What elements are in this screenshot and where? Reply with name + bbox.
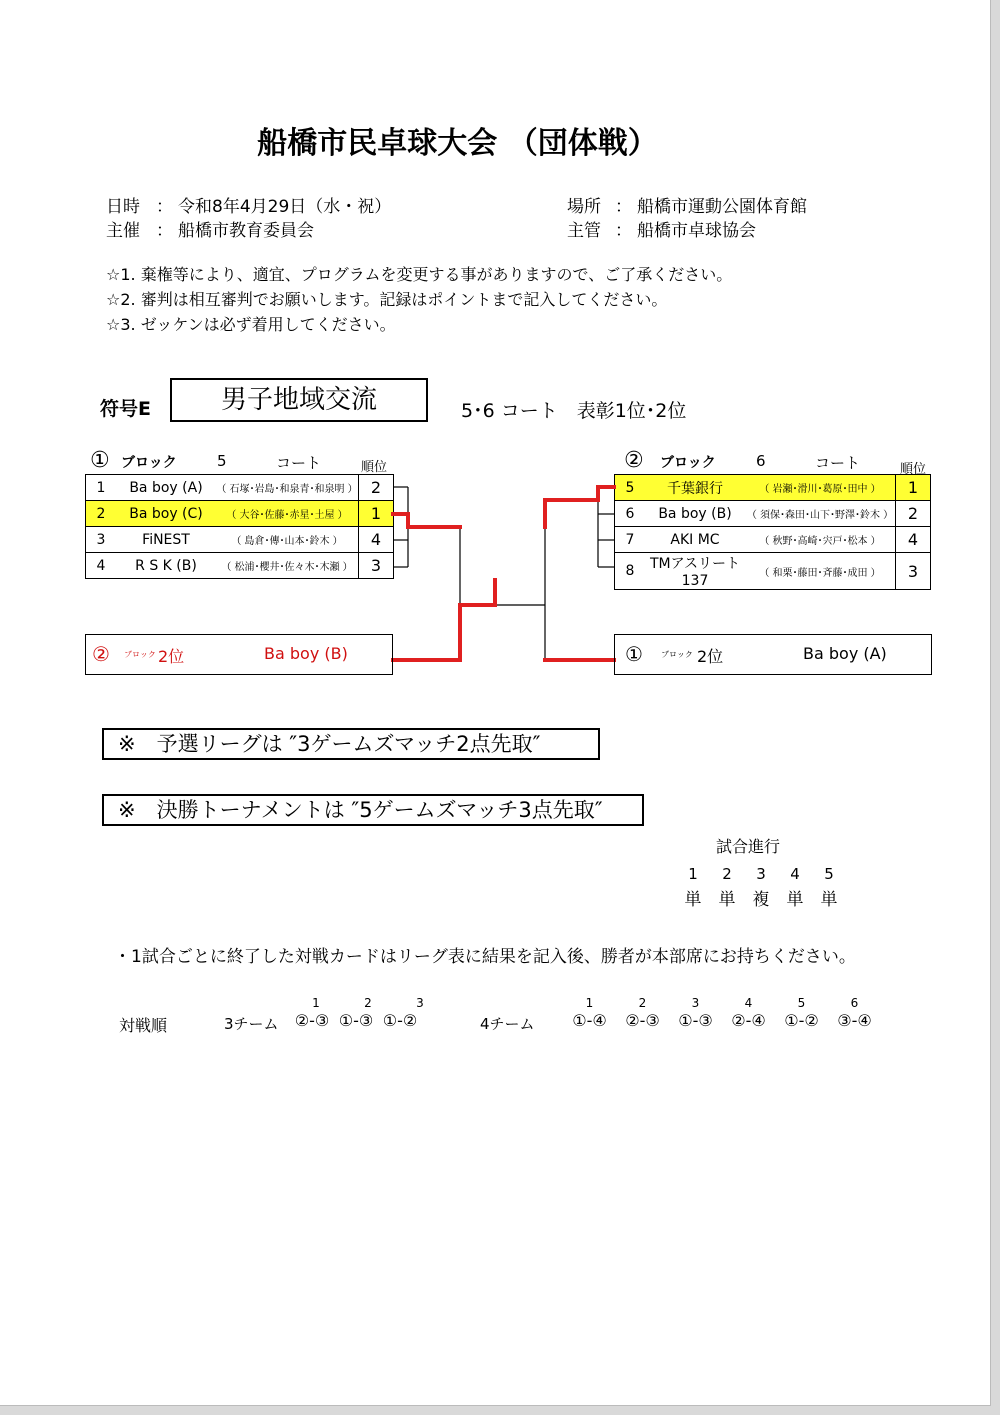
pairing-number: 1 <box>585 996 594 1010</box>
team-number: 6 <box>615 501 646 527</box>
match-type: 単 <box>718 890 736 910</box>
pairing-number: 2 <box>364 996 372 1010</box>
team-members: （ 須保･森田･山下･野澤･鈴木 ） <box>745 501 896 527</box>
team-rank: 4 <box>896 527 931 553</box>
final-right-block-number: ① <box>625 642 643 666</box>
pairing-number: 4 <box>744 996 753 1010</box>
match-number: 5 <box>824 865 834 883</box>
final-left-block-label: ブロック <box>124 650 156 659</box>
team-rank: 4 <box>359 527 394 553</box>
bracket-lines <box>0 0 990 700</box>
final-right-box <box>614 634 932 675</box>
team-rank: 2 <box>359 475 394 501</box>
host-value: 船橋市教育委員会 <box>178 221 314 241</box>
block-1-number: ① <box>90 448 110 473</box>
date-label: 日時 <box>106 197 140 217</box>
event-name: 男子地域交流 <box>170 378 428 422</box>
pairing-three-pairs <box>290 1011 422 1030</box>
team-name: R S K (B) <box>116 553 216 579</box>
match-type: 単 <box>684 890 702 910</box>
match-number: 2 <box>722 865 732 883</box>
final-left-place: 2位 <box>158 647 185 666</box>
block-1-label: ブロック <box>121 455 177 471</box>
team-name: FiNEST <box>116 527 216 553</box>
block-1-court: 5 <box>217 452 227 470</box>
team-number: 3 <box>86 527 117 553</box>
rule-league: ※ 予選リーグは ″3ゲームズマッチ2点先取″ <box>102 728 600 760</box>
pairing-pair: ③-④ <box>837 1011 872 1030</box>
pairing-number: 6 <box>850 996 859 1010</box>
pairing-pair: ②-④ <box>731 1011 766 1030</box>
colon: ： <box>156 221 173 241</box>
block-1-rank-label: 順位 <box>361 460 388 475</box>
pairing-three-label: 3チーム <box>224 1015 279 1033</box>
pairing-pair: ①-② <box>784 1011 819 1030</box>
card-note: ・1試合ごとに終了した対戦カードはリーグ表に結果を記入後、勝者が本部席にお持ちください。 <box>114 947 856 967</box>
date-value: 令和8年4月29日（水・祝） <box>178 197 392 217</box>
pairing-number: 3 <box>691 996 700 1010</box>
pairing-pair: ②-③ <box>294 1011 330 1030</box>
event-courts: 5･6 コート 表彰1位･2位 <box>461 400 687 422</box>
team-number: 8 <box>615 553 646 590</box>
pairing-number: 2 <box>638 996 647 1010</box>
team-members: （ 和栗･藤田･斉藤･成田 ） <box>745 553 896 590</box>
note-2: ☆2. 審判は相互審判でお願いします。記録はポイントまで記入してください。 <box>106 290 668 309</box>
team-rank: 2 <box>896 501 931 527</box>
match-number: 3 <box>756 865 766 883</box>
team-members: （ 石塚･岩島･和泉青･和泉明 ） <box>216 475 359 501</box>
team-name: Ba boy (C) <box>116 501 216 527</box>
pairing-number: 5 <box>797 996 806 1010</box>
event-code: 符号E <box>100 398 151 420</box>
team-number: 1 <box>86 475 117 501</box>
venue-label: 場所 <box>567 197 601 217</box>
team-rank: 1 <box>359 501 394 527</box>
team-members: （ 島倉･傳･山本･鈴木 ） <box>216 527 359 553</box>
pairing-number: 1 <box>312 996 320 1010</box>
final-left-block-number: ② <box>92 642 110 666</box>
pairing-four-numbers <box>563 996 881 1010</box>
block-2-number: ② <box>624 448 644 473</box>
pairing-three-numbers <box>290 996 446 1010</box>
match-order-title: 試合進行 <box>716 837 781 856</box>
pairing-pair: ②-③ <box>625 1011 660 1030</box>
team-rank: 1 <box>896 475 931 501</box>
match-type: 単 <box>786 890 804 910</box>
pairing-label: 対戦順 <box>119 1016 168 1035</box>
match-type: 単 <box>820 890 838 910</box>
team-members: （ 岩瀬･滑川･葛原･田中 ） <box>745 475 896 501</box>
team-name: 千葉銀行 <box>645 475 745 501</box>
final-right-block-label: ブロック <box>661 650 693 659</box>
team-rank: 3 <box>896 553 931 590</box>
block-2-court-label: コート <box>815 454 861 472</box>
team-number: 2 <box>86 501 117 527</box>
team-name: TMアスリート137 <box>645 553 745 590</box>
block-1-court-label: コート <box>276 454 322 472</box>
pairing-pair: ①-③ <box>678 1011 713 1030</box>
pairing-pair: ①-④ <box>572 1011 607 1030</box>
match-order-types <box>676 885 846 910</box>
team-members: （ 秋野･高崎･宍戸･松本 ） <box>745 527 896 553</box>
colon: ： <box>156 197 173 217</box>
colon: ： <box>615 197 632 217</box>
pairing-number: 3 <box>416 996 424 1010</box>
pairing-pair: ①-③ <box>338 1011 374 1030</box>
block-2-label: ブロック <box>660 455 716 471</box>
final-right-team: Ba boy (A) <box>803 644 887 663</box>
final-left-team: Ba boy (B) <box>264 644 348 663</box>
team-name: Ba boy (B) <box>645 501 745 527</box>
organizer-value: 船橋市卓球協会 <box>637 221 756 241</box>
venue-value: 船橋市運動公園体育館 <box>637 197 807 217</box>
match-number: 4 <box>790 865 800 883</box>
colon: ： <box>615 221 632 241</box>
block-2-court: 6 <box>756 452 766 470</box>
match-number: 1 <box>688 865 698 883</box>
pairing-four-pairs <box>563 1011 881 1030</box>
page-title: 船橋市民卓球大会 （団体戦） <box>257 126 658 161</box>
team-number: 4 <box>86 553 117 579</box>
team-rank: 3 <box>359 553 394 579</box>
final-right-place: 2位 <box>697 647 724 666</box>
rule-tournament: ※ 決勝トーナメントは ″5ゲームズマッチ3点先取″ <box>102 794 644 826</box>
team-name: AKI MC <box>645 527 745 553</box>
match-order-numbers <box>676 865 846 883</box>
team-number: 5 <box>615 475 646 501</box>
team-name: Ba boy (A) <box>116 475 216 501</box>
team-members: （ 大谷･佐藤･赤星･土屋 ） <box>216 501 359 527</box>
match-type: 複 <box>752 890 770 910</box>
note-1: ☆1. 棄権等により、適宜、プログラムを変更する事がありますので、ご了承ください。 <box>106 265 733 284</box>
host-label: 主催 <box>106 221 140 241</box>
block-2-rank-label: 順位 <box>900 462 927 477</box>
note-3: ☆3. ゼッケンは必ず着用してください。 <box>106 315 396 334</box>
organizer-label: 主管 <box>567 221 601 241</box>
pairing-four-label: 4チーム <box>480 1015 535 1033</box>
team-number: 7 <box>615 527 646 553</box>
final-left-box <box>85 634 393 675</box>
team-members: （ 松浦･櫻井･佐々木･木瀬 ） <box>216 553 359 579</box>
pairing-pair: ①-② <box>382 1011 418 1030</box>
